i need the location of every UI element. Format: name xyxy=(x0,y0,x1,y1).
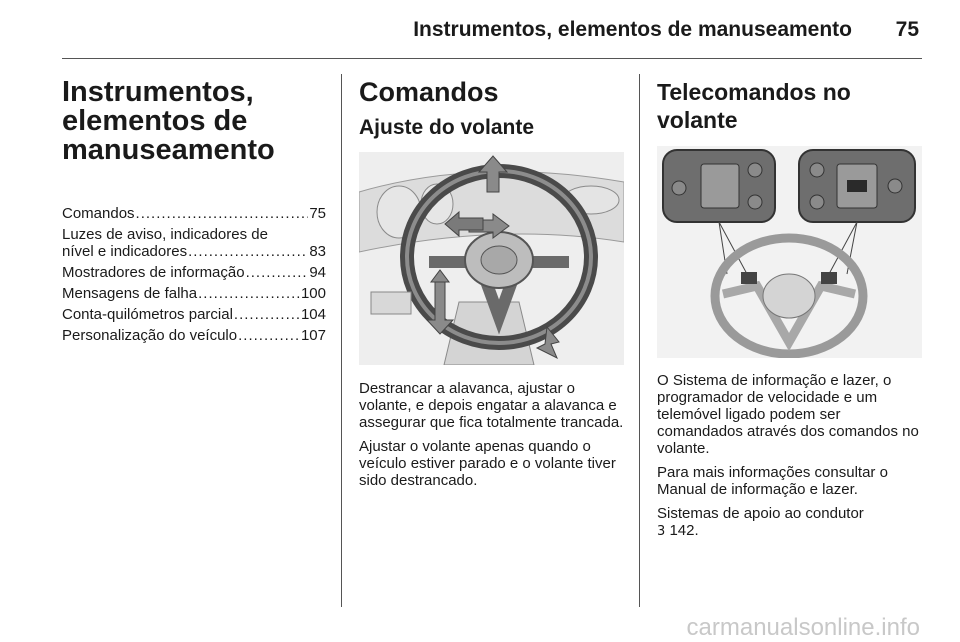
xref-page: 142. xyxy=(669,522,699,539)
subsection-title-ajuste-volante: Ajuste do volante xyxy=(359,116,535,139)
remote-paragraph-1: O Sistema de informação e lazer, o programador de velocidade e um telemóvel ligado podem ser comandados através dos comandos no volante. xyxy=(657,372,919,457)
chapter-title xyxy=(62,78,326,165)
toc-entry-luzes[interactable]: Luzes de aviso, indicadores de nível e indicadores ..... 83 xyxy=(62,226,326,260)
chapter-title-line: elementos de xyxy=(62,105,248,137)
toc-entry-personalizacao[interactable]: Personalização do veículo ..... 107 xyxy=(62,327,326,344)
cross-reference[interactable] xyxy=(657,505,922,540)
column-divider-1 xyxy=(341,74,342,607)
xref-text: Sistemas de apoio ao condutor xyxy=(657,505,864,522)
remote-column xyxy=(657,78,922,547)
remote-paragraph-2: Para mais informações consultar o Manual de informação e lazer. xyxy=(657,464,888,498)
table-of-contents xyxy=(62,205,326,344)
column-divider-2 xyxy=(639,74,640,607)
watermark: carmanualsonline.info xyxy=(686,614,920,641)
steering-remote-illustration xyxy=(657,146,922,358)
section-title-comandos: Comandos xyxy=(359,77,499,107)
section-title-telecomandos: Telecomandos no volante xyxy=(657,79,851,133)
header-title: Instrumentos, elementos de manuseamento xyxy=(413,18,852,41)
chapter-column xyxy=(62,78,326,348)
chapter-title-line: manuseamento xyxy=(62,134,275,166)
controls-column xyxy=(359,78,624,496)
page-number: 75 xyxy=(895,18,919,41)
page-header xyxy=(0,0,960,60)
steering-paragraph-1: Destrancar a alavanca, ajustar o volante, e depois engatar a alavanca e assegurar que fica totalmente trancada. xyxy=(359,380,624,431)
xref-arrow-icon: 3 xyxy=(657,524,666,539)
steering-adjust-illustration xyxy=(359,152,624,365)
toc-entry-mensagens[interactable]: Mensagens de falha ..... 100 xyxy=(62,285,326,302)
steering-paragraph-2: Ajustar o volante apenas quando o veículo estiver parado e o volante tiver sido destrancado. xyxy=(359,438,616,489)
header-rule xyxy=(62,58,922,59)
toc-entry-conta-quilometros[interactable]: Conta-quilómetros parcial ..... 104 xyxy=(62,306,326,323)
toc-entry-comandos[interactable]: Comandos ..... 75 xyxy=(62,205,326,222)
chapter-title-line: Instrumentos, xyxy=(62,76,254,108)
toc-entry-mostradores[interactable]: Mostradores de informação ..... 94 xyxy=(62,264,326,281)
